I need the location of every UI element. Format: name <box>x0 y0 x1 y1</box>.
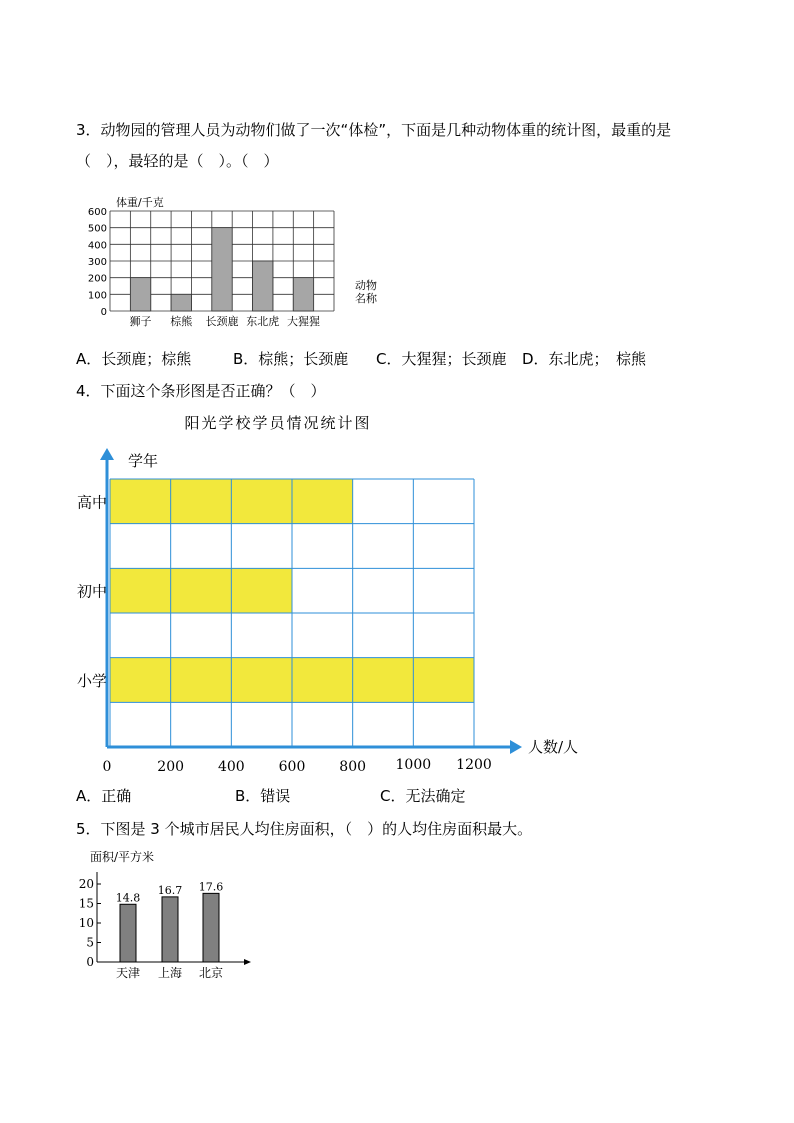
x-tick-label: 1000 <box>395 757 432 773</box>
q3-option-d[interactable]: D．东北虎； 棕熊 <box>522 350 647 368</box>
q3-text-line1: 3．动物园的管理人员为动物们做了一次“体检”，下面是几种动物体重的统计图，最重的是 <box>76 121 672 139</box>
y-tick-label: 20 <box>78 877 94 891</box>
data-label: 17.6 <box>198 880 224 894</box>
x-tick-label: 天津 <box>115 966 141 980</box>
category-label: 小学 <box>76 672 107 690</box>
bar-天津 <box>120 904 136 962</box>
x-tick-label: 600 <box>278 759 306 775</box>
chart-title: 阳光学校学员情况统计图 <box>184 414 372 432</box>
y-axis-label: 体重/千克 <box>116 196 164 209</box>
x-tick-label: 狮子 <box>129 315 152 328</box>
y-tick-label: 5 <box>86 935 94 950</box>
x-tick-label: 东北虎 <box>246 315 280 328</box>
y-tick-label: 100 <box>87 290 107 302</box>
y-tick-label: 600 <box>87 207 107 218</box>
bar-北京 <box>203 893 219 962</box>
x-tick-label: 400 <box>217 759 245 775</box>
x-axis-label: 名称 <box>355 292 377 305</box>
y-tick-label: 200 <box>87 273 107 285</box>
x-tick-label: 大猩猩 <box>286 315 320 328</box>
x-axis-label: 人数/人 <box>528 738 579 756</box>
q4-text-line1: 4．下面这个条形图是否正确？（ ） <box>76 382 326 400</box>
category-label: 高中 <box>76 493 107 512</box>
y-tick-label: 400 <box>87 240 107 252</box>
x-axis-arrow <box>244 959 251 965</box>
q4-option-b[interactable]: B．错误 <box>235 787 291 805</box>
q5-text-line1: 5．下图是 3 个城市居民人均住房面积，（ ）的人均住房面积最大。 <box>76 820 533 838</box>
x-tick-label: 北京 <box>198 966 224 980</box>
x-tick-label: 0 <box>102 759 112 775</box>
q4-option-c[interactable]: C．无法确定 <box>380 787 466 805</box>
y-tick-label: 10 <box>78 916 94 930</box>
x-tick-label: 棕熊 <box>170 315 193 328</box>
y-tick-label: 0 <box>86 955 94 969</box>
q3-option-a[interactable]: A．长颈鹿；棕熊 <box>76 350 192 368</box>
x-tick-label: 1200 <box>456 757 492 773</box>
y-tick-label: 0 <box>100 307 107 318</box>
data-label: 16.7 <box>157 883 183 897</box>
q4-option-a[interactable]: A．正确 <box>76 787 132 805</box>
y-tick-label: 300 <box>87 257 107 268</box>
y-axis-label: 面积/平方米 <box>90 850 155 864</box>
x-tick-label: 200 <box>157 759 185 775</box>
q3-text-line2: （ ），最轻的是（ ）。（ ） <box>76 152 279 170</box>
x-axis-label: 动物 <box>355 279 377 292</box>
y-tick-label: 500 <box>87 223 107 235</box>
category-label: 初中 <box>76 582 107 601</box>
y-axis-label: 学年 <box>128 452 159 470</box>
bar-上海 <box>162 897 178 962</box>
y-tick-label: 15 <box>78 896 94 911</box>
q3-option-b[interactable]: B．棕熊；长颈鹿 <box>233 350 349 368</box>
x-tick-label: 800 <box>339 759 367 775</box>
x-tick-label: 上海 <box>157 966 183 980</box>
data-label: 14.8 <box>115 891 141 905</box>
q3-option-c[interactable]: C．大猩猩；长颈鹿 <box>376 350 507 368</box>
x-tick-label: 长颈鹿 <box>205 315 239 328</box>
